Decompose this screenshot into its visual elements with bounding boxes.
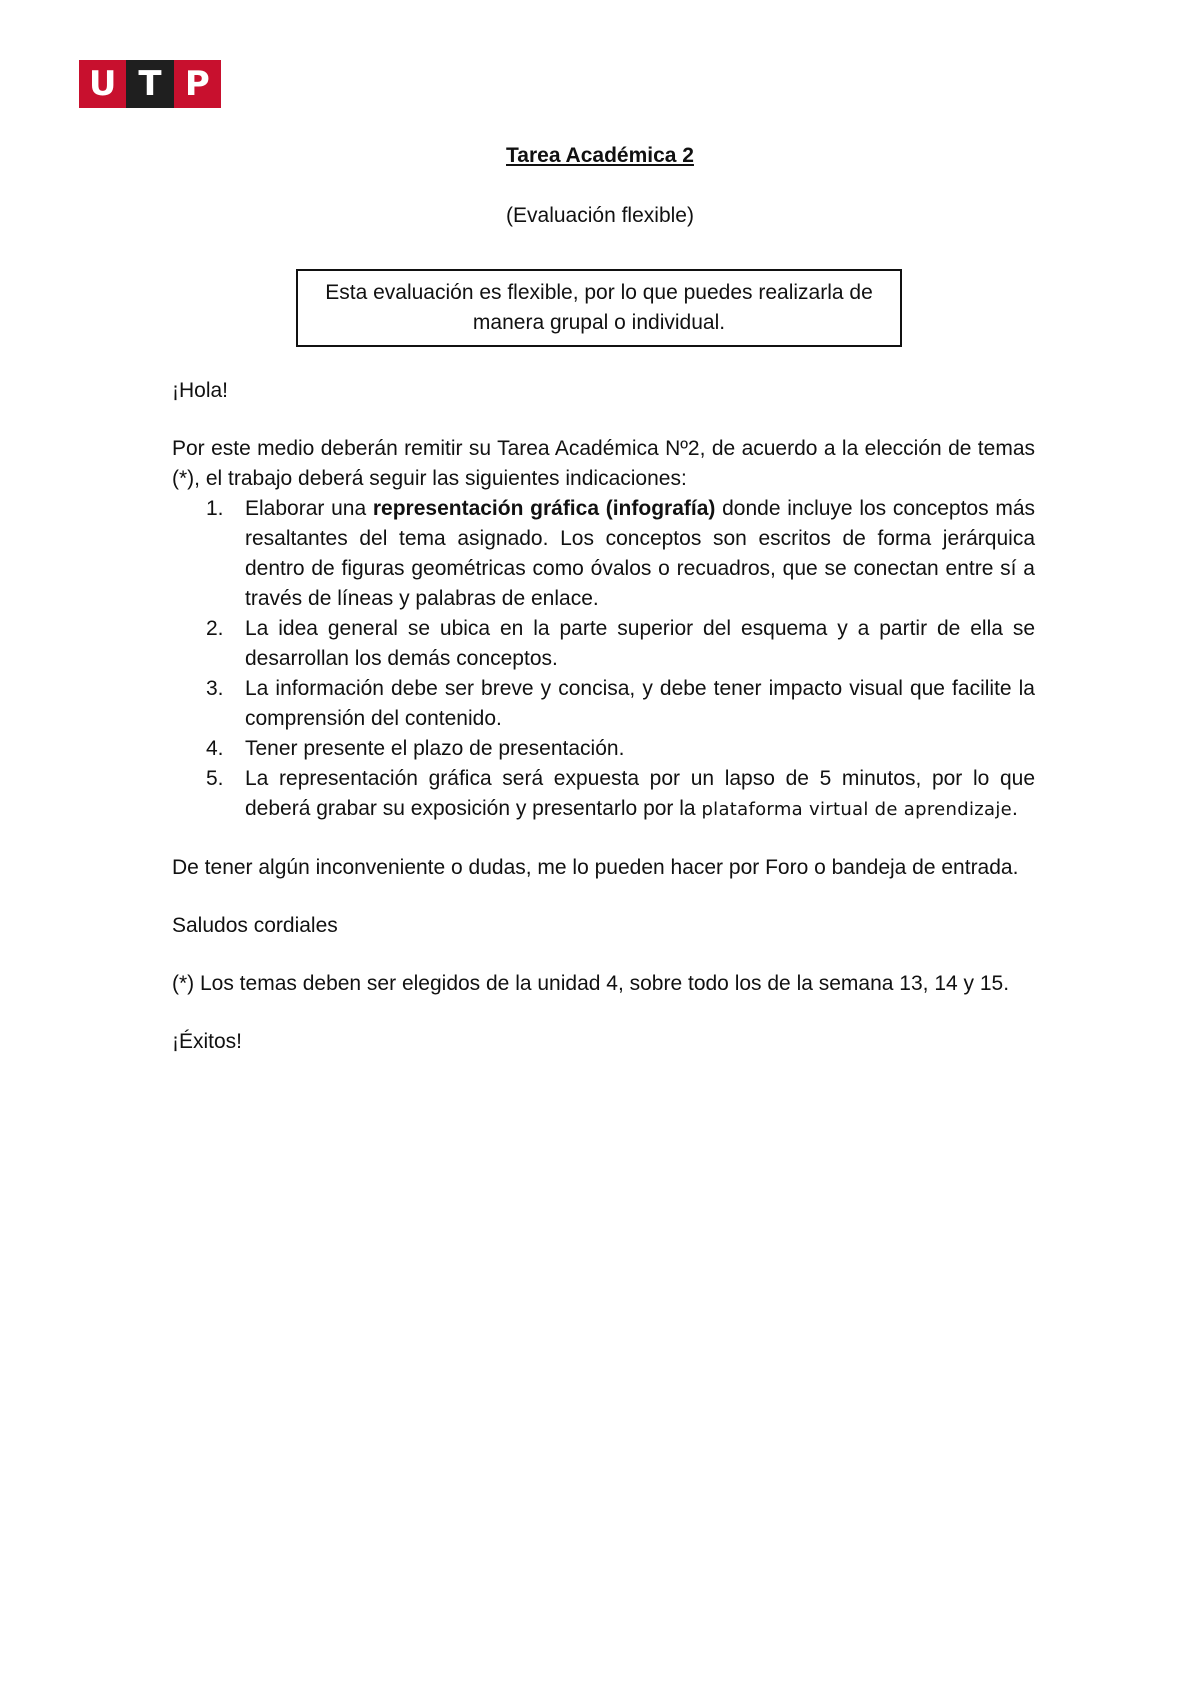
list-item-text: Tener presente el plazo de presentación. bbox=[245, 737, 625, 760]
list-item-text: Elaborar una bbox=[245, 497, 373, 520]
list-item-bold: representación gráfica (infografía) bbox=[372, 497, 716, 520]
closing-line: Saludos cordiales bbox=[172, 914, 338, 937]
notice-box bbox=[296, 269, 902, 347]
list-item-text: La representación gráfica será expuesta por un lapso de 5 minutos, por lo que deberá grabar su exposición y presentarlo por la bbox=[245, 767, 1035, 820]
document-body bbox=[172, 376, 1035, 1057]
list-number: 2. bbox=[206, 617, 224, 640]
farewell: ¡Éxitos! bbox=[172, 1030, 243, 1053]
logo-letter-u: U bbox=[79, 60, 126, 108]
list-number: 1. bbox=[206, 497, 224, 520]
list-number: 5. bbox=[206, 767, 224, 790]
footnote: (*) Los temas deben ser elegidos de la unidad 4, sobre todo los de la semana 13, 14 y 15. bbox=[172, 972, 1010, 995]
contact-paragraph: De tener algún inconveniente o dudas, me lo pueden hacer por Foro o bandeja de entrada. bbox=[172, 856, 1019, 879]
list-item-end: . bbox=[1012, 797, 1018, 820]
list-item-text: La idea general se ubica en la parte superior del esquema y a partir de ella se desarrollan los demás conceptos. bbox=[245, 617, 1035, 670]
intro-paragraph: Por este medio deberán remitir su Tarea Académica Nº2, de acuerdo a la elección de temas (*), el trabajo deberá seguir las siguientes indicaciones: bbox=[172, 437, 1035, 490]
page-subtitle: (Evaluación flexible) bbox=[506, 204, 694, 227]
page-title: Tarea Académica 2 bbox=[506, 144, 694, 167]
list-item bbox=[172, 494, 1035, 614]
greeting: ¡Hola! bbox=[172, 379, 229, 402]
notice-text: Esta evaluación es flexible, por lo que puedes realizarla de manera grupal o individual. bbox=[325, 281, 873, 334]
list-number: 4. bbox=[206, 737, 224, 760]
logo-letter-p: P bbox=[174, 60, 221, 108]
instructions-list bbox=[172, 494, 1035, 825]
logo-letter-t: T bbox=[126, 60, 173, 108]
utp-logo bbox=[79, 60, 221, 108]
list-item-text: La información debe ser breve y concisa, y debe tener impacto visual que facilite la comprensión del contenido. bbox=[245, 677, 1035, 730]
list-item bbox=[172, 614, 1035, 674]
list-item-text: donde incluye los conceptos más resaltantes del tema asignado. Los conceptos son escritos de forma jerárquica dentro de figuras geométricas como óvalos o recuadros, que se conectan entre sí a través de líneas y palabras de enlace. bbox=[245, 497, 1036, 610]
list-number: 3. bbox=[206, 677, 224, 700]
list-item bbox=[172, 674, 1035, 734]
list-item bbox=[172, 764, 1035, 825]
list-item bbox=[172, 734, 1035, 764]
platform-name: plataforma virtual de aprendizaje bbox=[701, 799, 1013, 820]
